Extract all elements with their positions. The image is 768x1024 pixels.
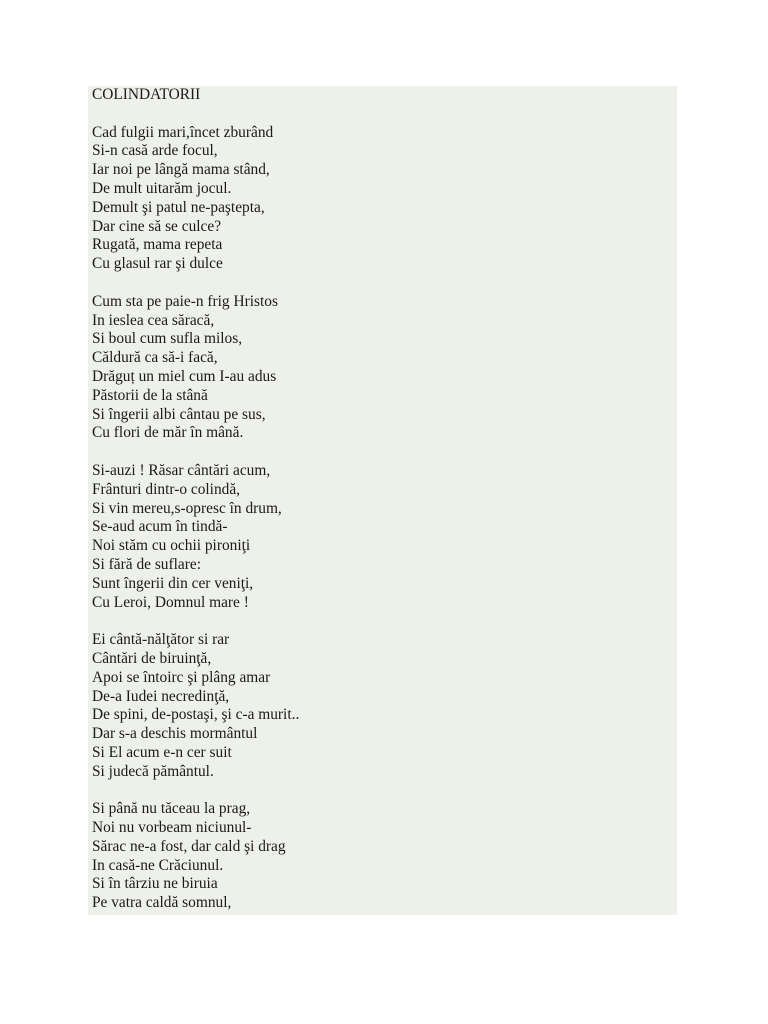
poem-line: Pe vatra caldă somnul,	[92, 894, 232, 912]
poem-line: De spini, de-postaşi, şi c-a murit..	[92, 706, 300, 724]
poem-line: In casă-ne Crăciunul.	[92, 856, 224, 874]
stanza-3	[92, 462, 299, 612]
poem-line: Si-auzi ! Răsar cântări acum,	[92, 461, 271, 479]
poem-line: In ieslea cea săracă,	[92, 311, 215, 329]
poem-line: Apoi se întoirc şi plâng amar	[92, 668, 271, 686]
stanza-gap	[92, 612, 299, 631]
poem-line: Dar cine să se culce?	[92, 217, 222, 235]
poem-line: De mult uitarăm jocul.	[92, 179, 232, 197]
poem-line: Demult şi patul ne-paştepta,	[92, 198, 265, 216]
stanza-1	[92, 124, 299, 274]
stanza-5	[92, 800, 299, 913]
poem-line: Iar noi pe lângă mama stând,	[92, 161, 270, 179]
poem-line: Căldură ca să-i facă,	[92, 349, 218, 367]
poem-line: Cum sta pe paie-n frig Hristos	[92, 292, 278, 310]
poem-line: Si îngerii albi cântau pe sus,	[92, 405, 266, 423]
poem-line: Sunt îngerii din cer veniţi,	[92, 574, 254, 592]
poem-line: Si vin mereu,s-opresc în drum,	[92, 499, 282, 517]
poem-line: Noi nu vorbeam niciunul-	[92, 819, 252, 837]
poem-line: Si El acum e-n cer suit	[92, 743, 232, 761]
poem-line: Si judecă pământul.	[92, 762, 214, 780]
poem-line: Si până nu tăceau la prag,	[92, 800, 251, 818]
poem	[92, 86, 299, 913]
poem-line: Dar s-a deschis mormântul	[92, 725, 258, 743]
stanza-gap	[92, 781, 299, 800]
poem-line: Si în târziu ne biruia	[92, 875, 218, 893]
poem-line: Frânturi dintr-o colindă,	[92, 480, 241, 498]
poem-title: COLINDATORII	[92, 86, 201, 103]
poem-line: Ei cântă-nălţător si rar	[92, 631, 230, 649]
stanza-4	[92, 631, 299, 781]
poem-line: Drăguț un miel cum I-au adus	[92, 367, 277, 385]
text-block	[88, 86, 677, 915]
poem-line: Noi stăm cu ochii pironiţi	[92, 537, 251, 555]
poem-line: Si boul cum sufla milos,	[92, 330, 243, 348]
poem-line: Se-aud acum în tindă-	[92, 518, 228, 536]
stanza-gap	[92, 443, 299, 462]
poem-line: Cu Leroi, Domnul mare !	[92, 593, 249, 611]
stanza-2	[92, 293, 299, 443]
poem-line: Cu flori de măr în mână.	[92, 424, 244, 442]
poem-line: Păstorii de la stână	[92, 386, 208, 404]
poem-line: Si-n casă arde focul,	[92, 142, 218, 160]
poem-line: De-a Iudei necredinţă,	[92, 687, 230, 705]
poem-line: Si fără de suflare:	[92, 555, 201, 573]
stanza-gap	[92, 274, 299, 293]
poem-line: Rugată, mama repeta	[92, 236, 223, 254]
poem-line: Sărac ne-a fost, dar cald şi drag	[92, 837, 286, 855]
poem-line: Cu glasul rar şi dulce	[92, 255, 223, 273]
stanza-gap	[92, 105, 299, 124]
poem-line: Cad fulgii mari,încet zburând	[92, 123, 274, 141]
poem-line: Cântări de biruinţă,	[92, 649, 212, 667]
